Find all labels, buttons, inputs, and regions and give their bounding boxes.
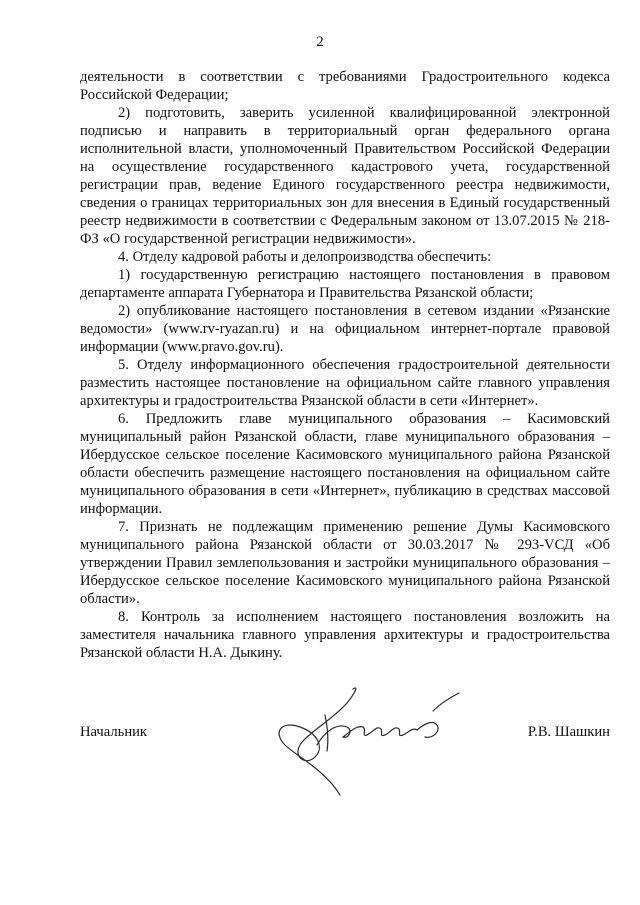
page-number: 2 [316,34,324,50]
document-body [80,68,610,662]
signatory-title: Начальник [80,724,148,740]
paragraph-item-4: 4. Отделу кадровой работы и делопроизводства обеспечить: [118,249,492,265]
paragraph-item-6: 6. Предложить главе муниципального образования – Касимовский муниципальный район Рязанской области, главе муниципального образования – Ибердусское сельское поселение Касимовского муниципального района Рязанской области обеспечить размещение настоящего постановления на официальном сайте муниципального образования в сети «Интернет», публикацию в средствах массовой информации. [80,411,610,517]
paragraph-item-4-1: 1) государственную регистрацию настоящего постановления в правовом департаменте аппарата Губернатора и Правительства Рязанской области; [80,267,610,301]
paragraph-item-8: 8. Контроль за исполнением настоящего постановления возложить на заместителя начальника главного управления архитектуры и градостроительства Рязанской области Н.А. Дыкину. [80,609,610,661]
paragraph-item-5: 5. Отделу информационного обеспечения градостроительной деятельности разместить настоящее постановление на официальном сайте главного управления архитектуры и градостроительства Рязанской области в сети «Интернет». [80,357,610,409]
handwritten-signature [255,675,475,805]
paragraph-item-2-register: 2) подготовить, заверить усиленной квалифицированной электронной подписью и направить в территориальный орган федерального органа исполнительной власти, уполномоченный Правительством Российской Федерации на осуществление государственного кадастрового учета, государственной регистрации прав, ведение Единого государственного реестра недвижимости, сведения о границах территориальных зон для внесения в Единый государственный реестр недвижимости в соответствии с Федеральным законом от 13.07.2015 № 218-ФЗ «О государственной регистрации недвижимости». [80,105,610,247]
signatory-name: Р.В. Шашкин [527,724,610,740]
paragraph-item-7: 7. Признать не подлежащим применению решение Думы Касимовского муниципального района Рязанской области от 30.03.2017 № 293-VСД «Об утверждении Правил землепользования и застройки муниципального образования – Ибердусское сельское поселение Касимовского муниципального района Рязанской области». [80,519,610,607]
paragraph-item-4-2: 2) опубликование настоящего постановления в сетевом издании «Рязанские ведомости» (www.rv-ryazan.ru) и на официальном интернет-портале правовой информации (www.pravo.gov.ru). [80,303,610,355]
paragraph-continuation: деятельности в соответствии с требованиями Градостроительного кодекса Российской Федерации; [80,69,610,103]
